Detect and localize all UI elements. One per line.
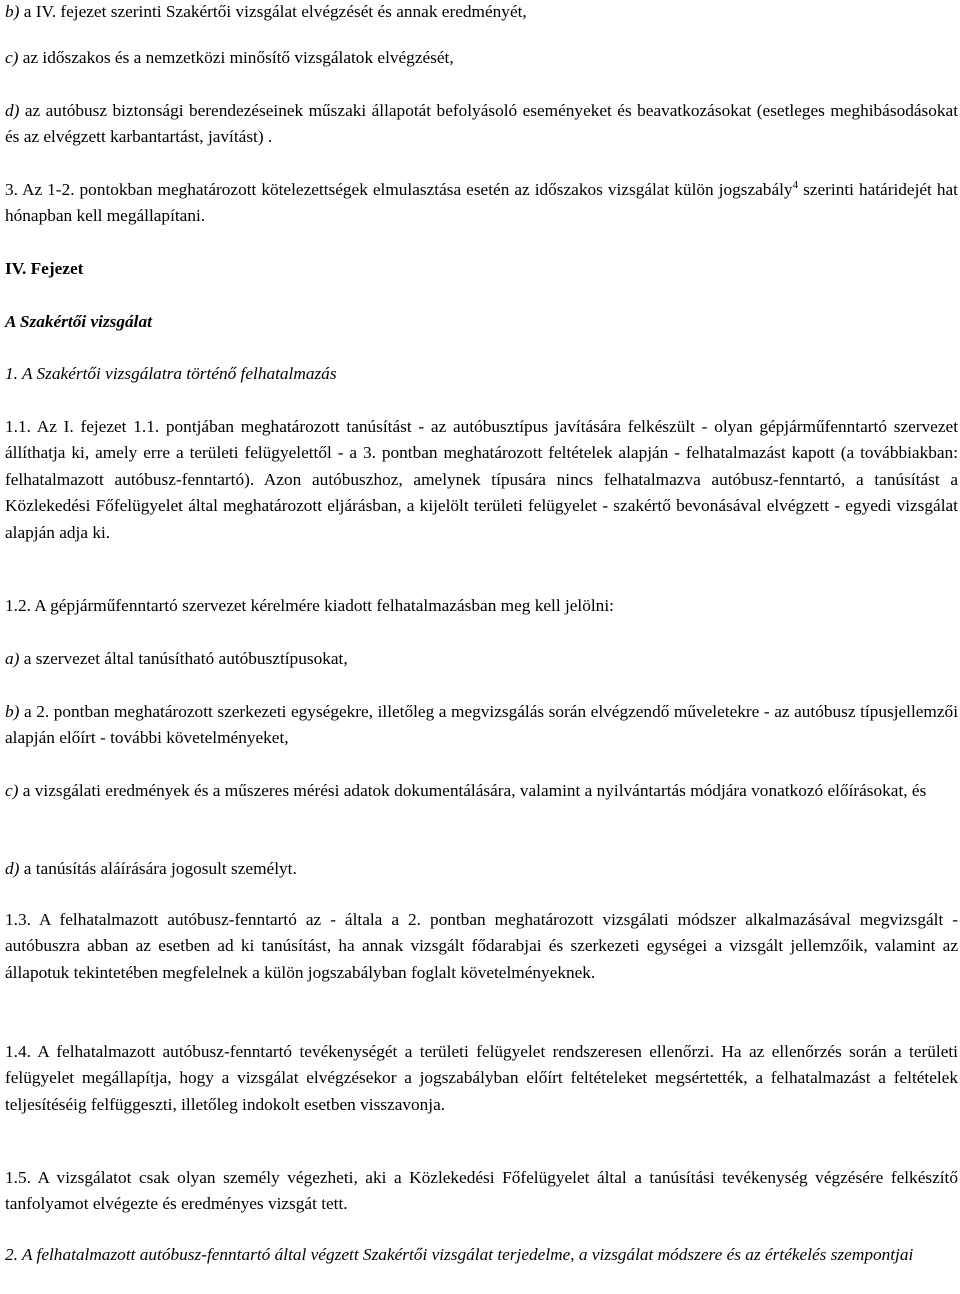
footnote-reference: 4	[792, 179, 799, 192]
paragraph-text: az időszakos és a nemzetközi minősítő vizsgálatok elvégzését,	[18, 48, 454, 67]
list-item-c	[5, 778, 958, 804]
paragraph-1-4: 1.4. A felhatalmazott autóbusz-fenntartó tevékenységét a területi felügyelet rendszeresen ellenőrzi. Ha az ellenőrzés során a területi felügyelet megállapítja, hogy a vizsgálat elvégzésekor a jogszabályban előírt feltételeket megsértették, a felhatalmazást a feltételek teljesítéséig felfüggeszti, illetőleg indokolt esetben visszavonja.	[5, 1042, 958, 1114]
paragraph-1-2: 1.2. A gépjárműfenntartó szervezet kérelmére kiadott felhatalmazásban meg kell jelölni:	[5, 596, 614, 615]
item-marker: d)	[5, 101, 20, 120]
paragraph-d	[5, 98, 958, 151]
paragraph-c	[5, 45, 958, 71]
list-item-text: a 2. pontban meghatározott szerkezeti egységekre, illetőleg a megvizsgálás során elvégzendő műveletekre - az autóbusz típusjellemzői alapján előírt - további követelményeket,	[5, 702, 958, 748]
item-marker: c)	[5, 48, 19, 67]
list-item-text: a vizsgálati eredmények és a műszeres mérési adatok dokumentálására, valamint a nyilvántartás módjára vonatkozó előírásokat, és	[18, 781, 927, 800]
section-2-title: 2. A felhatalmazott autóbusz-fenntartó által végzett Szakértői vizsgálat terjedelme, a vizsgálat módszere és az értékelés szempontjai	[5, 1245, 914, 1264]
item-marker: d)	[5, 859, 20, 878]
paragraph-text: az autóbusz biztonsági berendezéseinek műszaki állapotát befolyásoló eseményeket és beavatkozásokat (esetleges meghibásodásokat és az elvégzett karbantartást, javítást) .	[5, 101, 958, 147]
list-item-b	[5, 699, 958, 752]
paragraph-text: 3. Az 1-2. pontokban meghatározott kötelezettségek elmulasztása esetén az időszakos vizsgálat külön jogszabály	[5, 180, 793, 199]
paragraph-1-3: 1.3. A felhatalmazott autóbusz-fenntartó az - általa a 2. pontban meghatározott vizsgálati módszer alkalmazásával megvizsgált - autóbuszra abban az esetben ad ki tanúsítást, ha annak vizsgált fődarabjai és szerkezeti egységei a vizsgált jellemzőik, valamint az állapotuk tekintetében megfelelnek a külön jogszabályban foglalt követelményeknek.	[5, 910, 958, 982]
list-item-d	[5, 856, 958, 882]
paragraph-text: szerinti határidejét hat hónapban kell megállapítani.	[5, 180, 958, 226]
item-marker: a)	[5, 649, 20, 668]
paragraph-text: a IV. fejezet szerinti Szakértői vizsgálat elvégzését és annak eredményét,	[19, 2, 527, 21]
paragraph-b	[5, 0, 958, 25]
chapter-title: A Szakértői vizsgálat	[5, 312, 152, 331]
section-title: 1. A Szakértői vizsgálatra történő felhatalmazás	[5, 364, 337, 383]
item-marker: b)	[5, 2, 20, 21]
list-item-text: a szervezet által tanúsítható autóbusztípusokat,	[19, 649, 348, 668]
item-marker: b)	[5, 702, 20, 721]
paragraph-1-5: 1.5. A vizsgálatot csak olyan személy végezheti, aki a Közlekedési Főfelügyelet által a tanúsítási tevékenység végzésére felkészítő tanfolyamot elvégezte és eredményes vizsgát tett.	[5, 1168, 958, 1214]
list-item-a	[5, 646, 958, 672]
chapter-number: IV. Fejezet	[5, 259, 84, 278]
list-item-text: a tanúsítás aláírására jogosult személyt.	[19, 859, 297, 878]
paragraph-3	[5, 177, 958, 230]
paragraph-1-1: 1.1. Az I. fejezet 1.1. pontjában meghatározott tanúsítást - az autóbusztípus javítására felkészült - olyan gépjárműfenntartó szervezet állíthatja ki, amely erre a területi felügyelettől - a 3. pontban meghatározott feltételek alapján - felhatalmazást kapott (a továbbiakban: felhatalmazott autóbusz-fenntartó). Azon autóbuszhoz, amelynek típusára nincs felhatalmazva autóbusz-fenntartó, a tanúsítást a Közlekedési Főfelügyelet által meghatározott eljárásban, a kijelölt területi felügyelet - szakértő bevonásával elvégzett - egyedi vizsgálat alapján adja ki.	[5, 417, 958, 542]
item-marker: c)	[5, 781, 19, 800]
